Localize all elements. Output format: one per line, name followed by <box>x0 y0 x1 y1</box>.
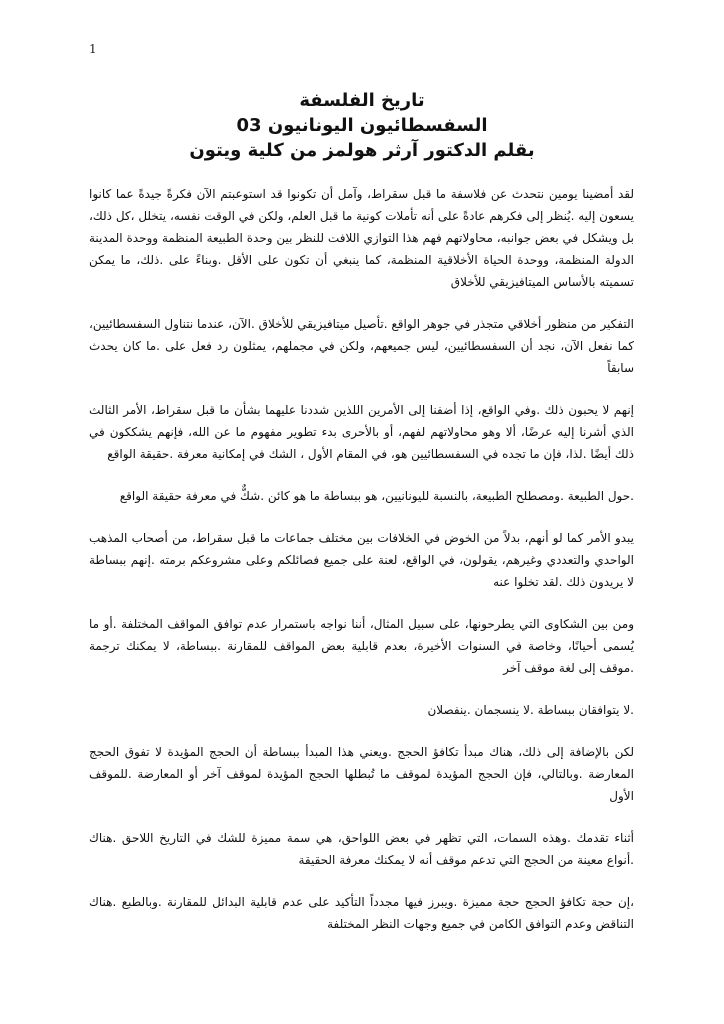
paragraph-2: التفكير من منظور أخلاقي متجذر في جوهر الواقع .تأصيل ميتافيزيقي للأخلاق .الآن، عندما نتناول السفسطائيين، كما نفعل الآن، نجد أن السفسطائيين، ليس جميعهم، ولكن في مجملهم، يمثلون رد فعل على .ما كان يحدث سابقاً <box>89 317 634 375</box>
page-number: 1 <box>89 42 97 56</box>
paragraph-4: .حول الطبيعة .ومصطلح الطبيعة، بالنسبة لليونانيين، هو ببساطة ما هو كائن .شكٌّ في معرفة حقيقة الواقع <box>119 489 634 503</box>
document-title: تاريخ الفلسفة <box>299 90 425 111</box>
paragraph-3: إنهم لا يحبون ذلك .وفي الواقع، إذا أضفنا إلى الأمرين اللذين شددنا عليهما بشأن ما قبل سقراط، الأمر الثالث الذي أشرنا إليه عرضًا، ألا وهو محاولاتهم لفهم، أو بالأحرى بدء تطوير مفهوم ما عن الله، فإنهم يشككون في ذلك أيضًا .لذا، فإن ما تجده في السفسطائيين هو، في المقام الأول ، الشك في إمكانية معرفة .حقيقة الواقع <box>89 403 634 461</box>
paragraph-7: .لا يتوافقان ببساطة .لا ينسجمان .ينفصلان <box>427 703 634 717</box>
document-subtitle: السفسطائيون اليونانيون 03 <box>236 115 488 136</box>
paragraph-8: لكن بالإضافة إلى ذلك، هناك مبدأ تكافؤ الحجج .ويعني هذا المبدأ ببساطة أن الحجج المؤيدة لا تفوق الحجج المعارضة .وبالتالي، فإن الحجج المؤيدة لموقف ما تُبطلها الحجج المؤيدة لموقف آخر أو المعارضة .للموقف الأول <box>89 745 634 803</box>
paragraph-6: ومن بين الشكاوى التي يطرحونها، على سبيل المثال، أننا نواجه باستمرار عدم توافق المواقف المختلفة .أو ما يُسمى أحيانًا، وخاصة في السنوات الأخيرة، بعدم قابلية بعض المواقف للمقارنة .ببساطة، لا يمكنك ترجمة .موقف إلى لغة موقف آخر <box>89 617 634 675</box>
paragraph-1: لقد أمضينا يومين نتحدث عن فلاسفة ما قبل سقراط، وآمل أن تكونوا قد استوعبتم الآن فكرةً جيدةً عما كانوا يسعون إليه .يُنظر إلى فكرهم عادةً على أنه تأملات كونية ما قبل العلم، ولكن في الوقت نفسه، يتخلل ،كل ذلك، بل ويشكل في بعض جوانبه، محاولاتهم فهم هذا التوازي اللافت للنظر بين وحدة الطبيعة المنظمة ووحدة المدينة الدولة المنظمة، ووحدة الحياة الأخلاقية المنظمة، كما ينبغي أن تكون على الأقل .وبناءً على .ذلك، ما يمكن تسميته بالأساس الميتافيزيقي للأخلاق <box>89 187 634 289</box>
paragraph-9: أثناء تقدمك .وهذه السمات، التي تظهر في بعض اللواحق، هي سمة مميزة للشك في التاريخ اللاحق .هناك .أنواع معينة من الحجج التي تدعم موقف أنه لا يمكنك معرفة الحقيقة <box>89 831 634 867</box>
document-body <box>89 183 634 955</box>
title-block <box>100 88 624 163</box>
document-author-line: بقلم الدكتور آرثر هولمز من كلية ويتون <box>189 140 535 161</box>
paragraph-5: يبدو الأمر كما لو أنهم، بدلاً من الخوض في الخلافات بين مختلف جماعات ما قبل سقراط، من أصحاب المذهب الواحدي والتعددي وغيرهم، يقولون، في الواقع، لعنة على جميع فصائلكم وعلى مشروعكم برمته .إنهم ببساطة لا يريدون ذلك .لقد تخلوا عنه <box>89 531 634 589</box>
paragraph-10: ،إن حجة تكافؤ الحجج حجة مميزة .ويبرز فيها مجدداً التأكيد على عدم قابلية البدائل للمقارنة .وبالطبع .هناك التناقض وعدم التوافق الكامن في جميع وجهات النظر المختلفة <box>89 895 634 931</box>
